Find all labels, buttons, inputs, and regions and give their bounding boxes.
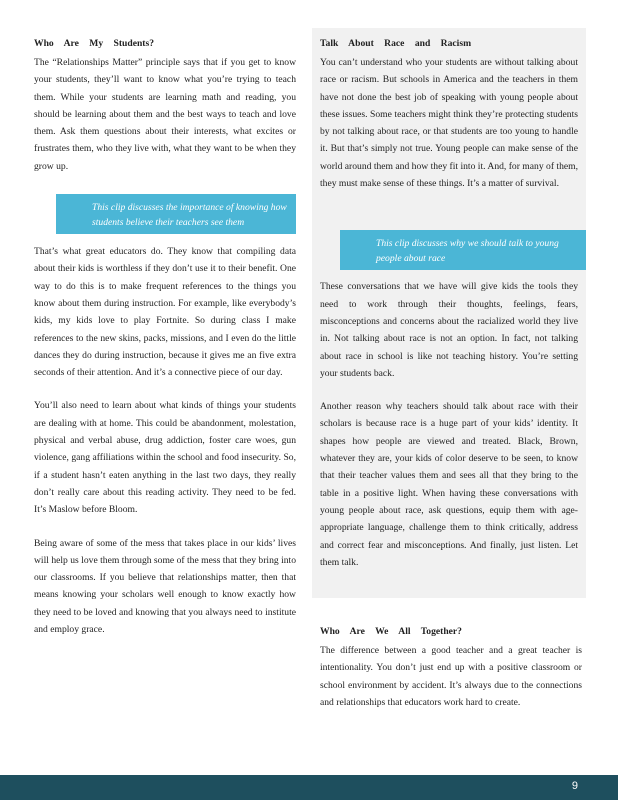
paragraph: The “Relationships Matter” principle says that if you get to know your students, they’ll want to know what you’re trying to teach them. While your students are learning math and reading, you should be learning about them and the best ways to teach and love them. Ask them questions about their interests, what excites or frustrates them, who they live with, what they want to be when they grow up. <box>34 57 296 172</box>
paragraph: The difference between a good teacher and a great teacher is intentionality. You don’t just end up with a positive classroom or school environment by accident. It’s always due to the connections and relationships that educators work hard to create. <box>320 645 582 708</box>
right-bottom-column <box>320 624 582 711</box>
section-heading-students: Who Are My Students? <box>34 38 155 49</box>
left-column <box>34 36 296 638</box>
paragraph: That’s what great educators do. They know that compiling data about their kids is worthless if they don’t use it to their benefit. One way to do this is to make frequent references to the things you know about them during instruction. For example, like everybody’s kids, my kids love to play Fortnite. So during class I make references to the new skins, packs, missions, and I even do the little dances they do during instruction, because it gives me an five extra seconds of their attention. And it’s a connective piece of our day. <box>34 246 296 379</box>
page-footer <box>0 775 618 800</box>
paragraph: You can’t understand who your students are without talking about race or racism. But schools in America and the teachers in them have not done the best job of speaking with young people about these issues. Some teachers might think they’re protecting students by not talking about race, or that students are too young to handle it. But that’s simply not true. Young people can make sense of the world around them and how they fit into it. And, for many of them, they must make sense of these things. It’s a matter of survival. <box>320 57 578 190</box>
paragraph: Being aware of some of the mess that takes place in our kids’ lives will help us love them through some of the mess that they bring into our classrooms. If you believe that relationships matter, then that means knowing your scholars well enough to know exactly how they need to be loved and knowing that you always need to institute and employ grace. <box>34 537 296 636</box>
paragraph: You’ll also need to learn about what kinds of things your students are dealing with at home. This could be abandonment, molestation, physical and verbal abuse, drug addiction, foster care woes, gun violence, gang affiliations within the school and food insecurity. So, if a student hasn’t eaten anything in the last two days, they really don’t really care about this reading activity. They need to be fed. It’s Maslow before Bloom. <box>34 400 296 516</box>
paragraph: These conversations that we have will give kids the tools they need to work through their thoughts, feelings, fears, misconceptions and concerns about the racialized world they live in. Not talking about race is not an option. In fact, not talking about race in school is like not teaching history. You’re setting your students back. <box>320 281 578 379</box>
section-heading-together: Who Are We All Together? <box>320 626 462 637</box>
section-heading-race: Talk About Race and Racism <box>320 38 472 49</box>
paragraph: Another reason why teachers should talk about race with their scholars is because race is a huge part of your kids’ identity. It shapes how people are viewed and treated. Black, Brown, whatever they are, your kids of color deserve to be seen, to know that their teacher values them and sees all that they bring to the table in a positive light. When having these conversations with young people about race, ask questions, equip them with age-appropriate language, challenge them to think critically, address and correct fear and misconceptions. And finally, just listen. Let them talk. <box>320 401 578 568</box>
video-clip-callout[interactable]: This clip discusses why we should talk to young people about race <box>340 230 586 270</box>
video-clip-callout[interactable]: This clip discusses the importance of knowing how students believe their teachers see them <box>56 194 296 234</box>
sidebar-box <box>312 28 586 598</box>
page-number: 9 <box>571 780 578 792</box>
